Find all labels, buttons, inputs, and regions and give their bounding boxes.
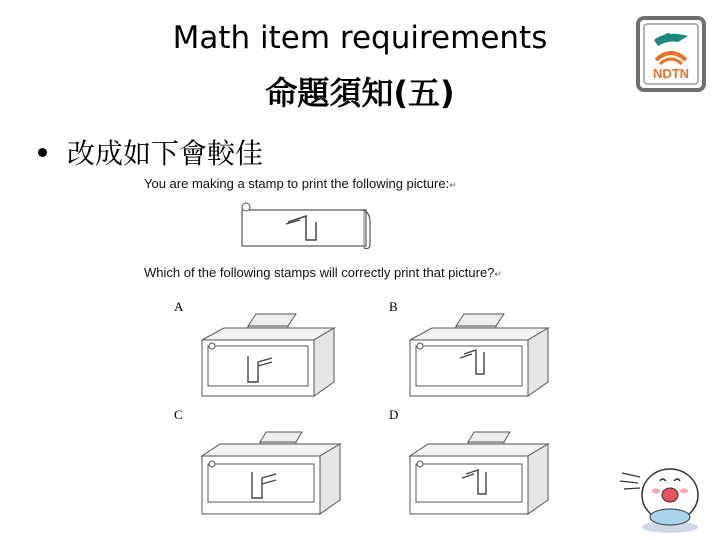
question-text: Which of the following stamps will correctly print that picture?↵ bbox=[144, 265, 502, 280]
slide-subtitle: 命題須知(五) bbox=[265, 74, 455, 112]
question-prompt: You are making a stamp to print the following picture:↵ bbox=[144, 176, 457, 191]
option-label-a: A bbox=[174, 299, 184, 314]
bullet-dot bbox=[38, 148, 47, 157]
stamp-option-b[interactable] bbox=[404, 312, 554, 400]
option-label-d: D bbox=[389, 407, 399, 422]
stamp-option-a[interactable] bbox=[196, 312, 336, 400]
option-label-b: B bbox=[389, 299, 398, 314]
stamp-option-d[interactable] bbox=[404, 430, 554, 518]
option-label-c: C bbox=[174, 407, 183, 422]
cartoon-character bbox=[618, 455, 708, 535]
bullet-text: 改成如下會較佳 bbox=[67, 137, 264, 170]
ndtn-logo bbox=[636, 16, 706, 92]
slide-title: Math item requirements bbox=[172, 20, 548, 56]
logo-text: NDTN bbox=[652, 66, 690, 81]
bullet-item bbox=[38, 132, 263, 172]
stamp-option-c[interactable] bbox=[196, 430, 346, 518]
target-picture bbox=[236, 198, 376, 254]
